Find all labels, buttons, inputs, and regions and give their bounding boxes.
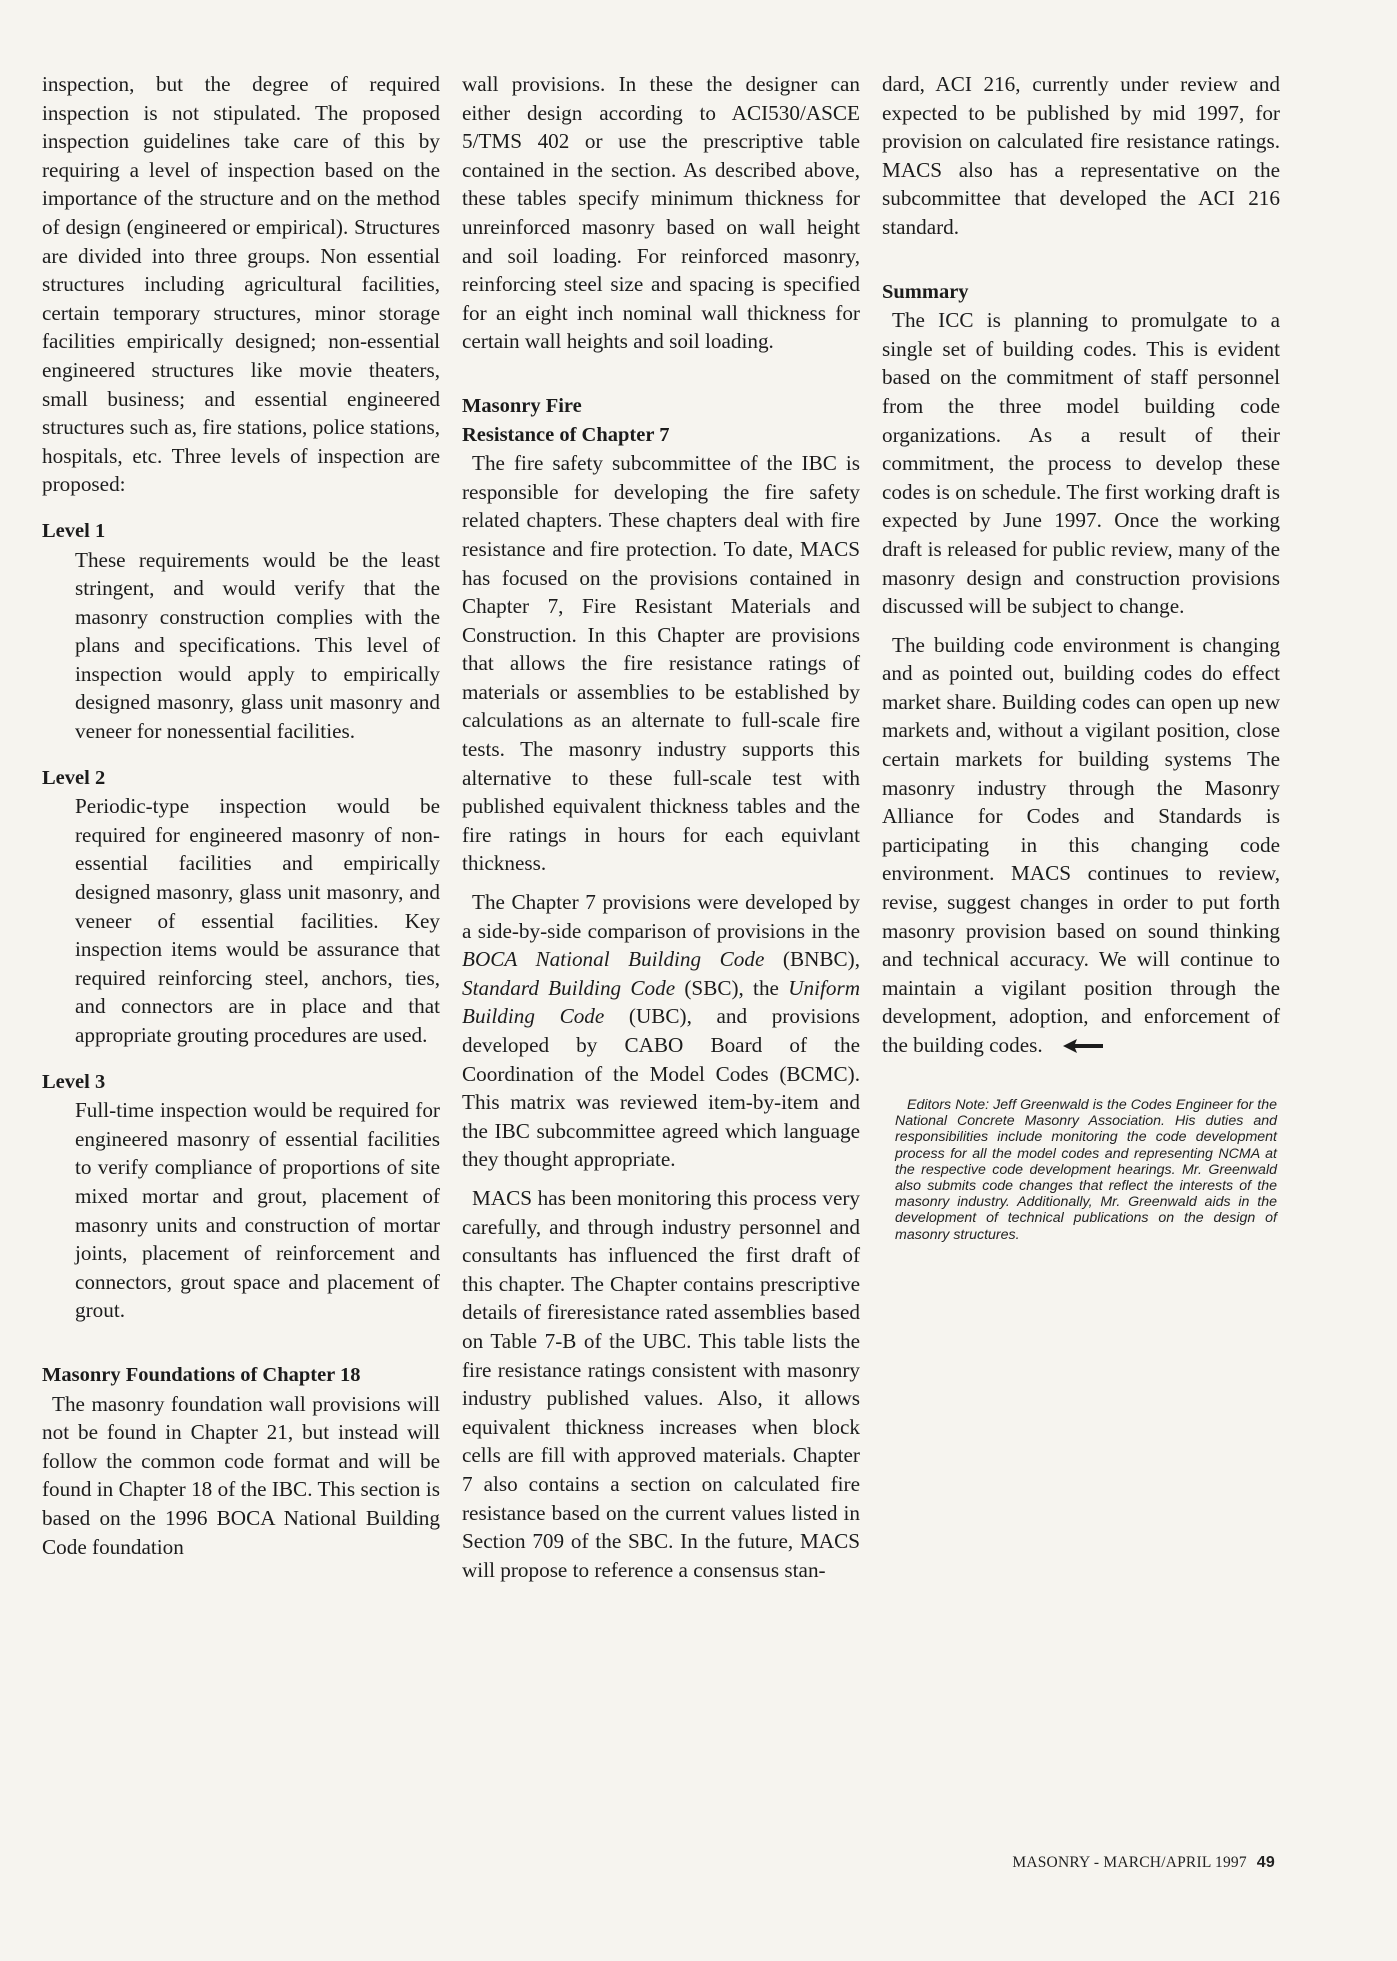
uniform-code-title: Uniform Building Code — [462, 975, 861, 1029]
fire-paragraph-1: The fire safety subcommittee of the IBC is responsible for developing the fire safety related chapters. These chapters deal with fire resistance and fire protection. To date, MACS has focused on the provisions contained in Chapter 7, Fire Resistant Materials and Construction. In this Chapter are provisions that allows the fire resistance ratings of materials or assemblies to be established by calculations as an alternate to full-scale fire tests. The masonry industry supports this alternative to these full-scale test with published equivalent thickness tables and the fire ratings in hours for each equivlant thickness. — [462, 451, 860, 876]
standard-code-title: Standard Building Code — [462, 975, 676, 1000]
fire-p2-part-d: (UBC), and provisions developed by CABO Board of the Coordination of the Model Codes (BCMC). This matrix was reviewed item-by-item and the IBC subcommittee agreed which language they thought appropriate. — [462, 1004, 860, 1172]
fire-p2-part-a: The Chapter 7 provisions were developed by a side-by-side comparison of provisions in the — [462, 890, 860, 943]
intro-paragraph: inspection, but the degree of required inspection is not stipulated. The proposed inspection guidelines take care of this by requiring a level of inspection based on the importance of the structure and on the method of design (engineered or empirical). Structures are divided into three groups. Non essential structures including agricultural facilities, certain temporary structures, minor storage facilities empirically designed; non-essential engineered structures like movie theaters, small business; and essential engineered structures such as, fire stations, police stations, hospitals, etc. Three levels of inspection are proposed: — [42, 72, 440, 497]
foundation-continued-paragraph: wall provisions. In these the designer can either design according to ACI530/ASCE 5/TMS 402 or use the prescriptive table contained in the section. As described above, these tables specify minimum thickness for unreinforced masonry based on wall height and soil loading. For reinforced masonry, reinforcing steel size and spacing is specified for an eight inch nominal wall thickness for certain wall heights and soil loading. — [462, 72, 860, 354]
boca-code-title: BOCA National Building Code — [462, 947, 765, 972]
fire-heading-line-2: Resistance of Chapter 7 — [462, 423, 670, 446]
level-2-heading: Level 2 — [42, 766, 106, 789]
foundations-paragraph: The masonry foundation wall provisions will not be found in Chapter 21, but instead will follow the common code format and will be found in Chapter 18 of the IBC. This section is based on the 1996 BOCA National Building Code foundation — [42, 1391, 440, 1559]
summary-paragraph-1: The ICC is planning to promulgate to a single set of building codes. This is evident based on the commitment of staff personnel from the three model building code organizations. As a result of their commitment, the process to develop these codes is on schedule. The first working draft is expected by June 1997. Once the working draft is released for public review, many of the masonry design and construction provisions discussed will be subject to change. — [882, 308, 1280, 619]
level-1-text: These requirements would be the least stringent, and would verify that the masonry construction complies with the plans and specifications. This level of inspection would apply to empirically designed masonry, glass unit masonry and veneer for nonessential facilities. — [75, 547, 440, 744]
column-1 — [42, 70, 440, 1561]
level-1-heading: Level 1 — [42, 519, 106, 542]
page-number: 49 — [1256, 1854, 1275, 1871]
foundations-heading: Masonry Foundations of Chapter 18 — [42, 1363, 361, 1386]
level-2-text: Periodic-type inspection would be required for engineered masonry of non-essential facilities and empirically designed masonry, glass unit masonry, and veneer of essential facilities. Key inspection items would be assurance that required reinforcing steel, anchors, ties, and connectors are in place and that appropriate grouting procedures are used. — [75, 794, 440, 1047]
running-title: MASONRY - MARCH/APRIL 1997 — [1012, 1854, 1247, 1871]
level-3-heading: Level 3 — [42, 1070, 106, 1093]
summary-paragraph-2 — [882, 631, 1280, 1062]
editors-note: Editors Note: Jeff Greenwald is the Codes Engineer for the National Concrete Masonry Association. His duties and responsibilities include monitoring the code development process for all the model codes and representing NCMA at the respective code development hearings. Mr. Greenwald also submits code changes that reflect the interests of the masonry industry. Additionally, Mr. Greenwald aids in the development of technical publications on the design of masonry structures. — [895, 1097, 1277, 1243]
fire-p2-part-b: (BNBC), — [764, 947, 860, 972]
page-footer — [1012, 1854, 1275, 1872]
fire-resistance-heading — [462, 392, 860, 449]
fire-paragraph-2 — [462, 888, 860, 1174]
end-of-article-arrow-icon — [1051, 1033, 1105, 1062]
fire-paragraph-3: MACS has been monitoring this process very carefully, and through industry personnel and consultants has influenced the first draft of this chapter. The Chapter contains prescriptive details of fireresistance rated assemblies based on Table 7-B of the UBC. This table lists the fire resistance ratings consistent with masonry industry published values. Also, it allows equivalent thickness increases when block cells are fill with approved materials. Chapter 7 also contains a section on calculated fire resistance based on the current values listed in Section 709 of the SBC. In the future, MACS will propose to reference a consensus stan- — [462, 1185, 860, 1582]
summary-heading: Summary — [882, 280, 969, 303]
fire-continued-paragraph: dard, ACI 216, currently under review and expected to be published by mid 1997, for provision on calculated fire resistance ratings. MACS also has a representative on the subcommittee that developed the ACI 216 standard. — [882, 72, 1280, 239]
level-3-text: Full-time inspection would be required for engineered masonry of essential facilities to verify compliance of proportions of site mixed mortar and grout, placement of masonry units and construction of mortar joints, placement of reinforcement and connectors, grout space and placement of grout. — [75, 1098, 440, 1323]
fire-heading-line-1: Masonry Fire — [462, 394, 582, 417]
summary-p2-text: The building code environment is changing and as pointed out, building codes do effect market share. Building codes can open up new markets and, without a vigilant position, close certain markets for building systems The masonry industry through the Masonry Alliance for Codes and Standards is participating in this changing code environment. MACS continues to review, revise, suggest changes in order to put forth masonry provision based on sound thinking and technical accuracy. We will continue to maintain a vigilant position through the development, adoption, and enforcement of the building codes. — [882, 632, 1280, 1057]
fire-p2-part-c: (SBC), the — [675, 975, 789, 1000]
column-2 — [462, 70, 860, 1584]
column-3 — [882, 70, 1280, 1061]
